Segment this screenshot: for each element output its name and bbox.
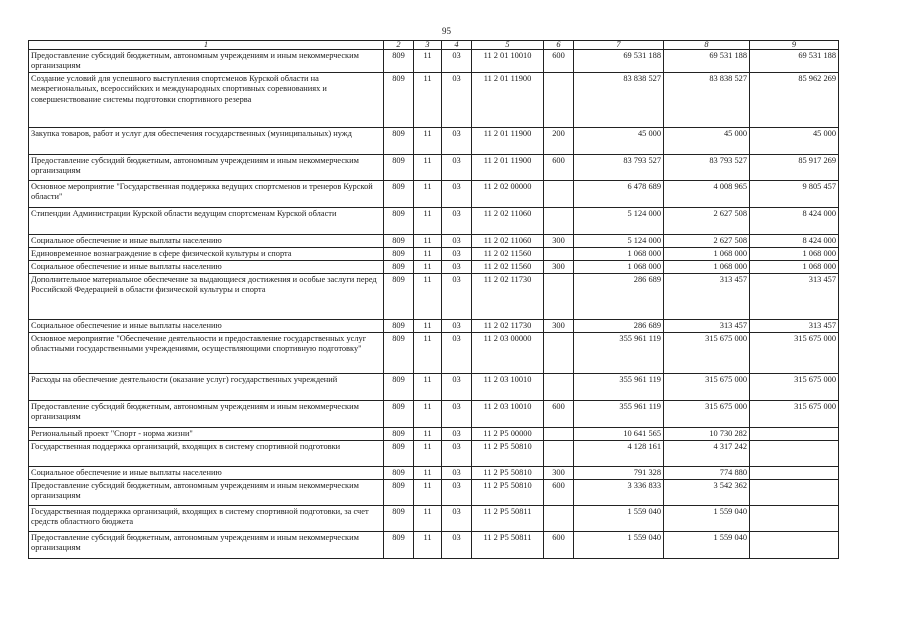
ministry-code: 809 [384,440,414,466]
amount-year-3 [750,440,839,466]
amount-year-2: 1 068 000 [664,260,750,273]
subsection-code: 03 [442,332,472,373]
expense-type-code: 600 [544,479,574,505]
subsection-code: 03 [442,440,472,466]
amount-year-3: 69 531 188 [750,50,839,73]
section-code: 11 [414,427,442,440]
column-number-2: 2 [384,41,414,50]
section-code: 11 [414,273,442,319]
expense-type-code [544,247,574,260]
ministry-code: 809 [384,207,414,234]
amount-year-3: 9 805 457 [750,180,839,207]
table-row [29,400,839,427]
section-code: 11 [414,400,442,427]
amount-year-1: 355 961 119 [574,373,664,400]
subsection-code: 03 [442,72,472,127]
amount-year-1: 355 961 119 [574,400,664,427]
ministry-code: 809 [384,247,414,260]
column-number-6: 6 [544,41,574,50]
subsection-code: 03 [442,180,472,207]
amount-year-3: 313 457 [750,273,839,319]
section-code: 11 [414,127,442,154]
ministry-code: 809 [384,400,414,427]
section-code: 11 [414,247,442,260]
table-row [29,466,839,479]
section-code: 11 [414,332,442,373]
budget-item-name: Предоставление субсидий бюджетным, автономным учреждениям и иным некоммерческим организациям [29,479,384,505]
ministry-code: 809 [384,72,414,127]
section-code: 11 [414,50,442,73]
amount-year-1: 286 689 [574,319,664,332]
target-article-code: 11 2 03 00000 [472,332,544,373]
budget-item-name: Предоставление субсидий бюджетным, автономным учреждениям и иным некоммерческим организациям [29,400,384,427]
budget-item-name: Дополнительное материальное обеспечение за выдающиеся достижения и особые заслуги перед Российской Федерацией в области физической культуры и спорта [29,273,384,319]
subsection-code: 03 [442,400,472,427]
budget-item-name: Закупка товаров, работ и услуг для обеспечения государственных (муниципальных) нужд [29,127,384,154]
amount-year-1: 1 559 040 [574,531,664,558]
budget-item-name: Социальное обеспечение и иные выплаты населению [29,260,384,273]
expense-type-code [544,207,574,234]
amount-year-3: 315 675 000 [750,400,839,427]
table-row [29,234,839,247]
target-article-code: 11 2 02 11730 [472,273,544,319]
table-row [29,531,839,558]
subsection-code: 03 [442,154,472,180]
table-row [29,50,839,73]
amount-year-2: 315 675 000 [664,332,750,373]
amount-year-2: 83 793 527 [664,154,750,180]
amount-year-2: 313 457 [664,273,750,319]
amount-year-3: 8 424 000 [750,207,839,234]
amount-year-2: 83 838 527 [664,72,750,127]
column-number-8: 8 [664,41,750,50]
subsection-code: 03 [442,247,472,260]
amount-year-1: 69 531 188 [574,50,664,73]
column-number-1: 1 [29,41,384,50]
section-code: 11 [414,180,442,207]
target-article-code: 11 2 P5 50811 [472,531,544,558]
amount-year-2: 315 675 000 [664,373,750,400]
amount-year-1: 286 689 [574,273,664,319]
subsection-code: 03 [442,373,472,400]
amount-year-1: 6 478 689 [574,180,664,207]
subsection-code: 03 [442,273,472,319]
ministry-code: 809 [384,319,414,332]
ministry-code: 809 [384,154,414,180]
ministry-code: 809 [384,373,414,400]
table-row [29,479,839,505]
section-code: 11 [414,373,442,400]
amount-year-1: 1 068 000 [574,247,664,260]
section-code: 11 [414,440,442,466]
expense-type-code [544,440,574,466]
amount-year-3 [750,427,839,440]
section-code: 11 [414,466,442,479]
subsection-code: 03 [442,427,472,440]
budget-item-name: Основное мероприятие "Обеспечение деятельности и предоставление государственных услуг областными государственными учреждениями, осуществляющими спортивную подготовку" [29,332,384,373]
expense-type-code [544,373,574,400]
budget-item-name: Предоставление субсидий бюджетным, автономным учреждениям и иным некоммерческим организациям [29,50,384,73]
budget-item-name: Стипендии Администрации Курской области ведущим спортсменам Курской области [29,207,384,234]
table-row [29,319,839,332]
section-code: 11 [414,319,442,332]
amount-year-1: 10 641 565 [574,427,664,440]
target-article-code: 11 2 03 10010 [472,400,544,427]
ministry-code: 809 [384,50,414,73]
ministry-code: 809 [384,427,414,440]
ministry-code: 809 [384,260,414,273]
target-article-code: 11 2 P5 50810 [472,466,544,479]
amount-year-2: 1 559 040 [664,531,750,558]
amount-year-3: 85 962 269 [750,72,839,127]
table-row [29,127,839,154]
amount-year-2: 45 000 [664,127,750,154]
column-number-5: 5 [472,41,544,50]
amount-year-2: 315 675 000 [664,400,750,427]
amount-year-3: 313 457 [750,319,839,332]
amount-year-3 [750,531,839,558]
page-number: 95 [442,26,451,36]
amount-year-2: 4 317 242 [664,440,750,466]
ministry-code: 809 [384,332,414,373]
target-article-code: 11 2 P5 00000 [472,427,544,440]
expense-type-code: 600 [544,154,574,180]
budget-item-name: Государственная поддержка организаций, входящих в систему спортивной подготовки, за счет средств областного бюджета [29,505,384,531]
expense-type-code: 600 [544,531,574,558]
budget-item-name: Социальное обеспечение и иные выплаты населению [29,319,384,332]
table-row [29,427,839,440]
target-article-code: 11 2 02 11060 [472,207,544,234]
table-row [29,273,839,319]
target-article-code: 11 2 02 11730 [472,319,544,332]
amount-year-3: 8 424 000 [750,234,839,247]
amount-year-1: 1 559 040 [574,505,664,531]
section-code: 11 [414,531,442,558]
amount-year-2: 1 068 000 [664,247,750,260]
ministry-code: 809 [384,479,414,505]
column-number-9: 9 [750,41,839,50]
target-article-code: 11 2 02 11560 [472,247,544,260]
amount-year-1: 1 068 000 [574,260,664,273]
expense-type-code: 300 [544,234,574,247]
subsection-code: 03 [442,260,472,273]
subsection-code: 03 [442,479,472,505]
subsection-code: 03 [442,466,472,479]
expense-type-code [544,505,574,531]
expense-type-code: 300 [544,260,574,273]
amount-year-2: 2 627 508 [664,234,750,247]
section-code: 11 [414,207,442,234]
section-code: 11 [414,260,442,273]
ministry-code: 809 [384,180,414,207]
amount-year-2: 313 457 [664,319,750,332]
amount-year-1: 83 838 527 [574,72,664,127]
amount-year-2: 2 627 508 [664,207,750,234]
subsection-code: 03 [442,127,472,154]
section-code: 11 [414,479,442,505]
amount-year-1: 791 328 [574,466,664,479]
budget-item-name: Основное мероприятие "Государственная поддержка ведущих спортсменов и тренеров Курской области" [29,180,384,207]
expense-type-code: 600 [544,50,574,73]
amount-year-2: 1 559 040 [664,505,750,531]
subsection-code: 03 [442,531,472,558]
amount-year-3 [750,505,839,531]
section-code: 11 [414,505,442,531]
budget-item-name: Единовременное вознаграждение в сфере физической культуры и спорта [29,247,384,260]
amount-year-3: 1 068 000 [750,247,839,260]
target-article-code: 11 2 02 11060 [472,234,544,247]
table-body [29,50,839,559]
target-article-code: 11 2 P5 50810 [472,479,544,505]
expense-type-code [544,273,574,319]
table-row [29,247,839,260]
expense-type-code: 200 [544,127,574,154]
target-article-code: 11 2 01 11900 [472,127,544,154]
column-number-row [29,41,839,50]
amount-year-3: 85 917 269 [750,154,839,180]
expense-type-code [544,72,574,127]
table-row [29,440,839,466]
target-article-code: 11 2 03 10010 [472,373,544,400]
amount-year-1: 5 124 000 [574,207,664,234]
subsection-code: 03 [442,50,472,73]
table-row [29,332,839,373]
ministry-code: 809 [384,273,414,319]
amount-year-3: 315 675 000 [750,332,839,373]
budget-item-name: Создание условий для успешного выступления спортсменов Курской области на межрегиональных, всероссийских и международных спортивных соревнованиях и совершенствование системы подготовки спортивного резерва [29,72,384,127]
budget-table [28,40,839,559]
target-article-code: 11 2 P5 50811 [472,505,544,531]
ministry-code: 809 [384,505,414,531]
amount-year-1: 355 961 119 [574,332,664,373]
amount-year-3: 45 000 [750,127,839,154]
budget-item-name: Социальное обеспечение и иные выплаты населению [29,234,384,247]
expense-type-code: 600 [544,400,574,427]
ministry-code: 809 [384,234,414,247]
amount-year-2: 4 008 965 [664,180,750,207]
table-row [29,72,839,127]
ministry-code: 809 [384,466,414,479]
expense-type-code: 300 [544,319,574,332]
table-row [29,260,839,273]
column-number-7: 7 [574,41,664,50]
table-row [29,373,839,400]
subsection-code: 03 [442,207,472,234]
section-code: 11 [414,234,442,247]
target-article-code: 11 2 02 11560 [472,260,544,273]
table-row [29,154,839,180]
amount-year-3 [750,479,839,505]
section-code: 11 [414,72,442,127]
budget-item-name: Региональный проект "Спорт - норма жизни" [29,427,384,440]
section-code: 11 [414,154,442,180]
target-article-code: 11 2 01 11900 [472,154,544,180]
table-row [29,505,839,531]
amount-year-2: 3 542 362 [664,479,750,505]
ministry-code: 809 [384,127,414,154]
amount-year-3 [750,466,839,479]
amount-year-1: 4 128 161 [574,440,664,466]
amount-year-2: 10 730 282 [664,427,750,440]
amount-year-1: 5 124 000 [574,234,664,247]
column-number-4: 4 [442,41,472,50]
expense-type-code [544,427,574,440]
column-number-3: 3 [414,41,442,50]
target-article-code: 11 2 P5 50810 [472,440,544,466]
target-article-code: 11 2 01 10010 [472,50,544,73]
budget-item-name: Предоставление субсидий бюджетным, автономным учреждениям и иным некоммерческим организациям [29,154,384,180]
expense-type-code: 300 [544,466,574,479]
expense-type-code [544,332,574,373]
target-article-code: 11 2 02 00000 [472,180,544,207]
amount-year-1: 45 000 [574,127,664,154]
ministry-code: 809 [384,531,414,558]
table-row [29,207,839,234]
budget-item-name: Социальное обеспечение и иные выплаты населению [29,466,384,479]
amount-year-3: 315 675 000 [750,373,839,400]
budget-item-name: Предоставление субсидий бюджетным, автономным учреждениям и иным некоммерческим организациям [29,531,384,558]
amount-year-2: 69 531 188 [664,50,750,73]
subsection-code: 03 [442,505,472,531]
subsection-code: 03 [442,234,472,247]
budget-item-name: Расходы на обеспечение деятельности (оказание услуг) государственных учреждений [29,373,384,400]
amount-year-3: 1 068 000 [750,260,839,273]
amount-year-1: 3 336 833 [574,479,664,505]
budget-item-name: Государственная поддержка организаций, входящих в систему спортивной подготовки [29,440,384,466]
expense-type-code [544,180,574,207]
subsection-code: 03 [442,319,472,332]
table-row [29,180,839,207]
target-article-code: 11 2 01 11900 [472,72,544,127]
amount-year-2: 774 880 [664,466,750,479]
amount-year-1: 83 793 527 [574,154,664,180]
